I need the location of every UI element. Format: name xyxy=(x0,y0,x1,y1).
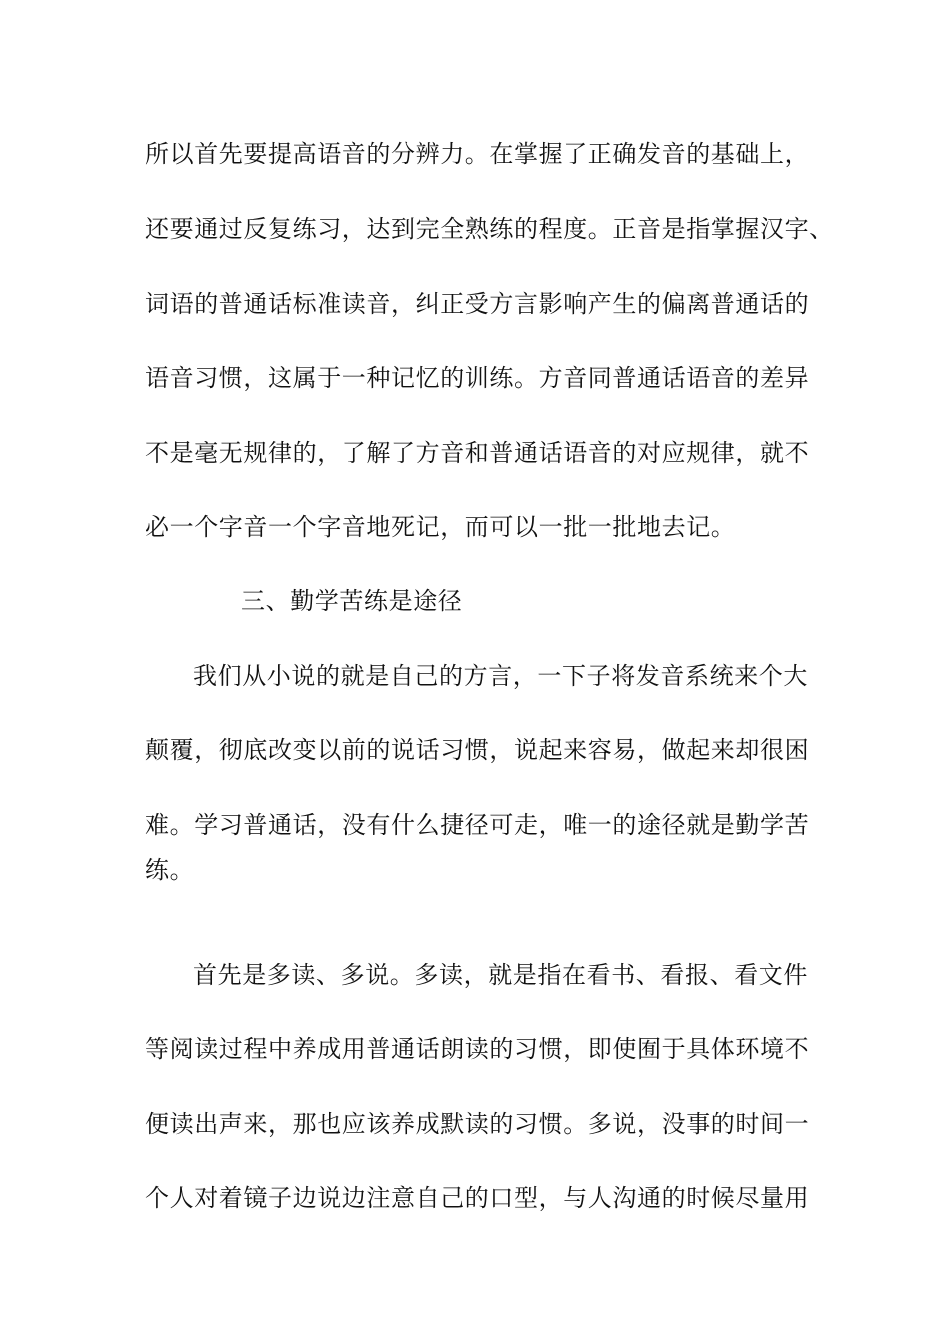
paragraph-line: 个人对着镜子边说边注意自己的口型，与人沟通的时候尽量用 xyxy=(145,1184,810,1212)
section-heading: 三、勤学苦练是途径 xyxy=(241,587,463,615)
paragraph-line: 颠覆，彻底改变以前的说话习惯，说起来容易，做起来却很困 xyxy=(145,736,810,764)
paragraph-line: 首先是多读、多说。多读，就是指在看书、看报、看文件 xyxy=(193,961,808,989)
paragraph-line: 所以首先要提高语音的分辨力。在掌握了正确发音的基础上， xyxy=(145,140,810,168)
paragraph-line: 还要通过反复练习，达到完全熟练的程度。正音是指掌握汉字、 xyxy=(145,215,834,243)
paragraph-line: 不是毫无规律的，了解了方音和普通话语音的对应规律，就不 xyxy=(145,439,810,467)
paragraph-line: 便读出声来，那也应该养成默读的习惯。多说，没事的时间一 xyxy=(145,1110,810,1138)
paragraph-line: 我们从小说的就是自己的方言，一下子将发音系统来个大 xyxy=(193,662,808,690)
paragraph-line: 语音习惯，这属于一种记忆的训练。方音同普通话语音的差异 xyxy=(145,364,810,392)
paragraph-line: 练。 xyxy=(145,856,195,884)
paragraph-line: 难。学习普通话，没有什么捷径可走，唯一的途径就是勤学苦 xyxy=(145,811,810,839)
paragraph-line: 词语的普通话标准读音，纠正受方言影响产生的偏离普通话的 xyxy=(145,290,810,318)
paragraph-line: 等阅读过程中养成用普通话朗读的习惯，即使囿于具体环境不 xyxy=(145,1035,810,1063)
paragraph-line: 必一个字音一个字音地死记，而可以一批一批地去记。 xyxy=(145,513,736,541)
